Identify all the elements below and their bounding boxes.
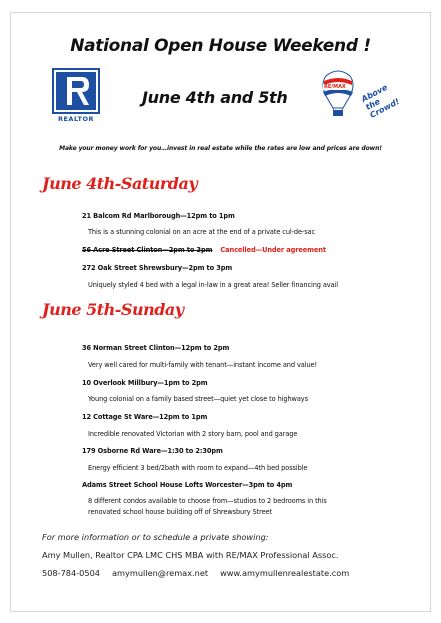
listing-row-cancelled: [82, 246, 326, 254]
contact-intro: For more information or to schedule a private showing:: [42, 532, 269, 542]
email-link[interactable]: amymullen@remax.net: [112, 568, 209, 578]
listing-address: 12 Cottage St Ware—12pm to 1pm: [82, 413, 208, 421]
listing-description: Young colonial on a family based street—quiet yet close to highways: [88, 395, 308, 403]
listing-address: 10 Overlook Millbury—1pm to 2pm: [82, 379, 208, 387]
listing-description: Energy efficient 3 bed/2bath with room to expand—4th bed possible: [88, 464, 308, 472]
listing-address: Adams Street School House Lofts Worcester—3pm to 4pm: [82, 481, 293, 489]
remax-slogan: Above the Crowd!: [360, 82, 401, 120]
listing-address: 36 Norman Street Clinton—12pm to 2pm: [82, 344, 230, 352]
agent-name: Amy Mullen: [42, 550, 91, 560]
tagline: Make your money work for you…invest in real estate while the rates are low and prices are down!: [59, 145, 382, 152]
agent-line: [42, 550, 338, 560]
listing-address: 272 Oak Street Shrewsbury—2pm to 3pm: [82, 264, 233, 272]
status-badge: Cancelled—Under agreement: [220, 246, 326, 254]
flyer-title: National Open House Weekend !: [70, 36, 371, 56]
saturday-heading: June 4th-Saturday: [42, 174, 198, 193]
listing-address: 56 Acre Street Clinton—2pm to 3pm: [82, 246, 213, 254]
listing-description: Uniquely styled 4 bed with a legal in-law in a great area! Seller financing avail: [88, 281, 339, 289]
realtor-logo: [48, 68, 104, 124]
listing-description: Incredible renovated Victorian with 2 story barn, pool and garage: [88, 430, 298, 438]
realtor-r-icon: [52, 68, 100, 114]
phone-number[interactable]: 508-784-0504: [42, 568, 101, 578]
listing-description: 8 different condos available to choose from—studios to 2 bedrooms in this: [88, 497, 327, 505]
listing-address: 179 Osborne Rd Ware—1:30 to 2:30pm: [82, 447, 223, 455]
website-link[interactable]: www.amymullenrealestate.com: [220, 568, 350, 578]
remax-logo: [318, 68, 401, 128]
listing-description: Very well cared for multi-family with tenant—instant income and value!: [88, 361, 318, 369]
remax-wordmark: RE/MAX: [324, 84, 346, 90]
event-dates: June 4th and 5th: [142, 88, 288, 107]
agent-credentials: , Realtor CPA LMC CHS MBA with RE/MAX Professional Assoc.: [90, 550, 339, 560]
contact-details: [42, 568, 349, 578]
listing-address: 21 Balcom Rd Marlborough—12pm to 1pm: [82, 212, 235, 220]
sunday-heading: June 5th-Sunday: [42, 300, 184, 319]
realtor-label: REALTOR: [57, 115, 94, 123]
listing-description: This is a stunning colonial on an acre at the end of a private cul-de-sac: [88, 228, 316, 236]
listing-description-continued: renovated school house building off of Shrewsbury Street: [88, 508, 272, 516]
